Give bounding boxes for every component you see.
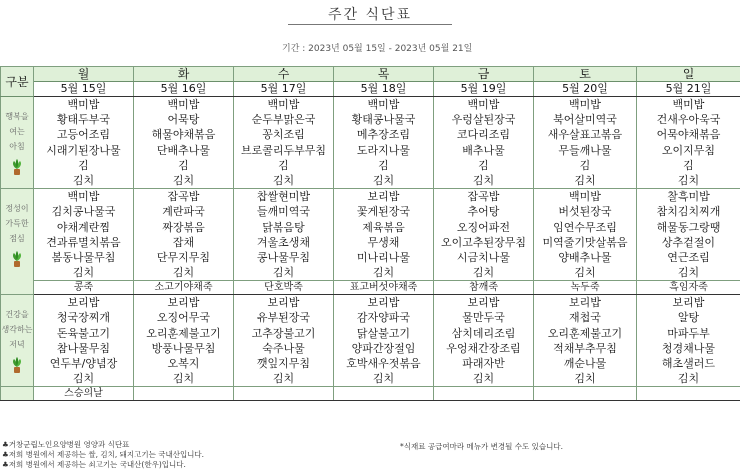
day-header: 일 bbox=[637, 67, 740, 82]
menu-item: 알탕 bbox=[677, 311, 700, 325]
menu-item: 들깨미역국 bbox=[256, 205, 311, 219]
day-header: 금 bbox=[434, 67, 534, 82]
corner-label: 구분 bbox=[1, 67, 34, 97]
meal-label-line: 점심 bbox=[9, 234, 25, 244]
menu-cell bbox=[134, 295, 234, 387]
menu-item: 김치 bbox=[372, 173, 395, 187]
menu-item: 찰흑미밥 bbox=[667, 190, 710, 204]
menu-item: 해물야채볶음 bbox=[151, 128, 216, 142]
menu-item: 물만두국 bbox=[462, 311, 505, 325]
menu-item: 김 bbox=[278, 158, 289, 172]
menu-item: 새우살표고볶음 bbox=[547, 128, 623, 142]
menu-item: 김치 bbox=[677, 372, 700, 386]
menu-item: 청경채나물 bbox=[661, 341, 716, 355]
menu-item: 보리밥 bbox=[67, 296, 100, 310]
menu-item: 백미밥 bbox=[672, 98, 705, 111]
footer-line: ♣거창군립노인요양병원 영양과 식단표 bbox=[2, 440, 130, 449]
menu-item: 깨순나물 bbox=[563, 357, 607, 370]
menu-item: 연두부/양념장 bbox=[49, 357, 118, 370]
meal-side-label bbox=[1, 189, 34, 295]
menu-item: 김치 bbox=[574, 266, 596, 280]
date-cell: 5월 16일 bbox=[134, 82, 234, 97]
menu-item: 제육볶음 bbox=[362, 220, 405, 234]
menu-item: 김 bbox=[78, 158, 89, 172]
menu-item: 김치 bbox=[574, 173, 596, 187]
day-header-row bbox=[1, 67, 740, 82]
menu-cell bbox=[234, 295, 334, 387]
menu-item: 김치 bbox=[172, 173, 195, 187]
menu-item: 김치 bbox=[72, 173, 95, 187]
menu-item: 배추나물 bbox=[462, 143, 505, 157]
menu-item: 닭볶음탕 bbox=[262, 220, 305, 234]
menu-item: 김치콩나물국 bbox=[51, 205, 116, 219]
menu-item: 잡채 bbox=[172, 235, 195, 249]
menu-item: 백미밥 bbox=[67, 190, 100, 204]
menu-item: 견과류멸치볶음 bbox=[46, 235, 121, 249]
menu-item: 짜장볶음 bbox=[162, 220, 205, 234]
menu-cell bbox=[234, 97, 334, 189]
menu-item: 시금치나물 bbox=[456, 250, 511, 264]
day-header: 화 bbox=[134, 67, 234, 82]
menu-item: 어묵탕 bbox=[167, 113, 200, 127]
menu-item: 김치 bbox=[372, 266, 395, 280]
menu-item: 순두부맑은국 bbox=[251, 113, 316, 127]
meal-side-label bbox=[1, 295, 34, 387]
menu-item: 백미밥 bbox=[267, 98, 300, 111]
meal-label-line: 정성이 bbox=[5, 204, 29, 214]
snack-cell bbox=[637, 387, 740, 401]
meal-label-line: 가득한 bbox=[5, 219, 29, 229]
menu-item: 보리밥 bbox=[267, 296, 300, 310]
potted-plant-icon bbox=[1, 356, 33, 379]
day-header: 목 bbox=[334, 67, 434, 82]
snack-side bbox=[1, 387, 34, 401]
potted-plant-icon bbox=[1, 250, 33, 273]
menu-item: 오징어무국 bbox=[156, 311, 211, 325]
menu-item: 청국장찌개 bbox=[56, 311, 111, 325]
menu-cell bbox=[637, 189, 740, 281]
menu-item: 임연수무조림 bbox=[553, 220, 617, 234]
menu-item: 호박새우젓볶음 bbox=[346, 357, 421, 370]
menu-item: 잡곡밥 bbox=[167, 190, 200, 204]
menu-item: 꽃게된장국 bbox=[356, 205, 411, 219]
menu-item: 숙주나물 bbox=[262, 341, 305, 355]
menu-cell bbox=[134, 97, 234, 189]
snack-cell bbox=[534, 387, 637, 401]
menu-table bbox=[0, 66, 740, 401]
snack-cell bbox=[134, 387, 234, 401]
menu-item: 참나물무침 bbox=[56, 341, 111, 355]
meal-row bbox=[1, 189, 740, 281]
menu-item: 해물동그랑땡 bbox=[656, 220, 721, 234]
menu-item: 시래기된장나물 bbox=[46, 143, 121, 157]
menu-item: 오이지무침 bbox=[661, 143, 716, 157]
menu-item: 브로콜리두부무침 bbox=[240, 143, 326, 157]
menu-item: 꽁치조림 bbox=[262, 128, 305, 142]
date-cell: 5월 20일 bbox=[534, 82, 637, 97]
menu-item: 야채계란찜 bbox=[56, 220, 111, 234]
menu-item: 우엉채간장조림 bbox=[446, 341, 521, 355]
menu-item: 김 bbox=[378, 158, 389, 172]
menu-item: 김치 bbox=[72, 266, 95, 280]
snack-cell: 스승의날 bbox=[34, 387, 134, 401]
snack-cell: 콩죽 bbox=[34, 281, 134, 295]
meal-label bbox=[1, 189, 33, 246]
menu-item: 건새우아욱국 bbox=[656, 113, 721, 127]
menu-item: 재첩국 bbox=[569, 311, 601, 325]
menu-item: 김 bbox=[178, 158, 189, 172]
menu-item: 미역줄기맛살볶음 bbox=[542, 235, 628, 249]
footer-note: *식재료 공급여마라 메뉴가 변경될 수도 있습니다. bbox=[400, 442, 563, 451]
menu-item: 오리훈제불고기 bbox=[547, 326, 623, 340]
menu-item: 보리밥 bbox=[367, 190, 400, 204]
menu-item: 김치 bbox=[472, 266, 495, 280]
day-header: 토 bbox=[534, 67, 637, 82]
footer bbox=[2, 440, 740, 470]
menu-cell bbox=[334, 97, 434, 189]
meal-side-label bbox=[1, 97, 34, 189]
menu-cell bbox=[637, 295, 740, 387]
footer-line: ♣저희 병원에서 제공하는 쌀, 김치, 돼지고기는 국내산입니다. bbox=[2, 450, 205, 459]
menu-cell bbox=[434, 189, 534, 281]
menu-item: 코다리조림 bbox=[456, 128, 511, 142]
menu-item: 백미밥 bbox=[569, 98, 601, 111]
menu-item: 김 bbox=[683, 158, 694, 172]
menu-item: 우렁살된장국 bbox=[451, 113, 516, 127]
menu-item: 해초샐러드 bbox=[661, 357, 716, 370]
menu-item: 무들깨나물 bbox=[558, 143, 612, 157]
menu-item: 백미밥 bbox=[467, 98, 500, 111]
menu-item: 김치 bbox=[272, 372, 295, 386]
day-header: 월 bbox=[34, 67, 134, 82]
menu-item: 메추장조림 bbox=[356, 128, 411, 142]
menu-item: 김치 bbox=[72, 372, 95, 386]
menu-item: 백미밥 bbox=[367, 98, 400, 111]
date-cell: 5월 18일 bbox=[334, 82, 434, 97]
menu-item: 적채부추무침 bbox=[553, 341, 617, 355]
meal-row bbox=[1, 295, 740, 387]
meal-label-line: 건강을 bbox=[5, 310, 29, 320]
menu-item: 삼치데리조림 bbox=[451, 326, 516, 340]
menu-item: 김치 bbox=[372, 372, 395, 386]
date-row bbox=[1, 82, 740, 97]
menu-item: 참치김치찌개 bbox=[656, 205, 721, 219]
menu-item: 김치 bbox=[472, 173, 495, 187]
menu-item: 단배추나물 bbox=[156, 143, 211, 157]
menu-item: 보리밥 bbox=[672, 296, 705, 310]
menu-item: 황태두부국 bbox=[56, 113, 111, 127]
page-title: 주간 식단표 bbox=[327, 7, 413, 23]
meal-label-line: 아침 bbox=[9, 142, 25, 151]
menu-item: 백미밥 bbox=[67, 98, 100, 111]
menu-item: 유부된장국 bbox=[256, 311, 311, 325]
menu-item: 연근조림 bbox=[667, 250, 710, 264]
meal-label-line: 행복을 bbox=[5, 112, 29, 121]
menu-item: 양배추나물 bbox=[558, 250, 612, 264]
menu-item: 상추겉절이 bbox=[661, 235, 716, 249]
menu-item: 도라지나물 bbox=[356, 143, 411, 157]
menu-item: 김치 bbox=[472, 372, 495, 386]
menu-item: 보리밥 bbox=[367, 296, 400, 310]
menu-cell bbox=[534, 189, 637, 281]
menu-item: 북어살미역국 bbox=[553, 113, 617, 127]
menu-item: 감자양파국 bbox=[356, 311, 411, 325]
menu-cell bbox=[34, 97, 134, 189]
meal-label-line: 저녁 bbox=[9, 340, 25, 350]
snack-row bbox=[1, 387, 740, 401]
menu-item: 잡곡밥 bbox=[467, 190, 500, 204]
menu-item: 방풍나물무침 bbox=[151, 341, 216, 355]
day-header: 수 bbox=[234, 67, 334, 82]
meal-label-line: 여는 bbox=[9, 127, 25, 136]
menu-item: 백미밥 bbox=[167, 98, 200, 111]
menu-cell bbox=[34, 295, 134, 387]
menu-item: 봄동나물무침 bbox=[51, 250, 116, 264]
period-text: 기간 : 2023년 05월 15일 - 2023년 05월 21일 bbox=[282, 44, 473, 54]
menu-item: 김치 bbox=[172, 266, 195, 280]
menu-cell bbox=[34, 189, 134, 281]
menu-item: 보리밥 bbox=[569, 296, 601, 310]
meal-label bbox=[1, 295, 33, 352]
menu-item: 김치 bbox=[172, 372, 195, 386]
snack-cell: 참깨죽 bbox=[434, 281, 534, 295]
menu-item: 콩나물무침 bbox=[256, 250, 311, 264]
menu-item: 겨울초생채 bbox=[256, 235, 311, 249]
menu-item: 오징어파전 bbox=[456, 220, 511, 234]
date-cell: 5월 19일 bbox=[434, 82, 534, 97]
menu-item: 김치 bbox=[272, 173, 295, 187]
menu-cell bbox=[534, 97, 637, 189]
menu-cell bbox=[234, 189, 334, 281]
meal-label bbox=[1, 97, 33, 154]
snack-cell: 흑임자죽 bbox=[637, 281, 740, 295]
menu-item: 김치 bbox=[677, 173, 700, 187]
menu-item: 버섯된장국 bbox=[558, 205, 612, 219]
menu-item: 김치 bbox=[272, 266, 295, 280]
menu-item: 파래자반 bbox=[462, 357, 505, 370]
menu-item: 마파두부 bbox=[667, 326, 710, 340]
menu-cell bbox=[637, 97, 740, 189]
menu-item: 깻잎지무침 bbox=[256, 357, 311, 370]
menu-cell bbox=[134, 189, 234, 281]
snack-row bbox=[1, 281, 740, 295]
meal-row bbox=[1, 97, 740, 189]
menu-item: 단무지무침 bbox=[156, 250, 211, 264]
title-underline bbox=[288, 24, 452, 25]
menu-item: 황태콩나물국 bbox=[351, 113, 416, 127]
menu-item: 어묵야채볶음 bbox=[656, 128, 721, 142]
snack-cell bbox=[334, 387, 434, 401]
potted-plant-icon bbox=[1, 158, 33, 181]
menu-item: 오리훈제불고기 bbox=[146, 326, 221, 340]
snack-cell: 녹두죽 bbox=[534, 281, 637, 295]
menu-item: 양파간장절임 bbox=[351, 341, 416, 355]
menu-item: 추어탕 bbox=[467, 205, 500, 219]
menu-item: 무생채 bbox=[367, 235, 400, 249]
menu-item: 고등어조림 bbox=[56, 128, 111, 142]
menu-item: 김 bbox=[579, 158, 591, 172]
menu-item: 김 bbox=[478, 158, 489, 172]
menu-item: 닭살불고기 bbox=[356, 326, 411, 340]
menu-cell bbox=[334, 295, 434, 387]
snack-cell: 소고기야채죽 bbox=[134, 281, 234, 295]
menu-cell bbox=[534, 295, 637, 387]
date-cell: 5월 15일 bbox=[34, 82, 134, 97]
menu-item: 미나리나물 bbox=[356, 250, 411, 264]
menu-cell bbox=[434, 295, 534, 387]
menu-item: 오복지 bbox=[167, 357, 200, 370]
snack-cell: 단호박죽 bbox=[234, 281, 334, 295]
menu-cell bbox=[434, 97, 534, 189]
menu-item: 오이고추된장무침 bbox=[440, 235, 526, 249]
snack-cell: 표고버섯야채죽 bbox=[334, 281, 434, 295]
menu-item: 고추장불고기 bbox=[251, 326, 316, 340]
menu-item: 계란파국 bbox=[162, 205, 205, 219]
menu-item: 백미밥 bbox=[569, 190, 601, 204]
date-cell: 5월 21일 bbox=[637, 82, 740, 97]
menu-item: 보리밥 bbox=[467, 296, 500, 310]
menu-item: 찹쌀현미밥 bbox=[256, 190, 311, 204]
footer-line: ♣저희 병원에서 제공하는 쇠고기는 국내산(한우)입니다. bbox=[2, 460, 186, 469]
menu-item: 보리밥 bbox=[167, 296, 200, 310]
snack-cell bbox=[234, 387, 334, 401]
menu-item: 돈육불고기 bbox=[56, 326, 111, 340]
menu-item: 김치 bbox=[574, 372, 596, 386]
menu-cell bbox=[334, 189, 434, 281]
date-cell: 5월 17일 bbox=[234, 82, 334, 97]
meal-label-line: 생각하는 bbox=[1, 325, 33, 335]
menu-item: 김치 bbox=[677, 266, 700, 280]
snack-cell bbox=[434, 387, 534, 401]
